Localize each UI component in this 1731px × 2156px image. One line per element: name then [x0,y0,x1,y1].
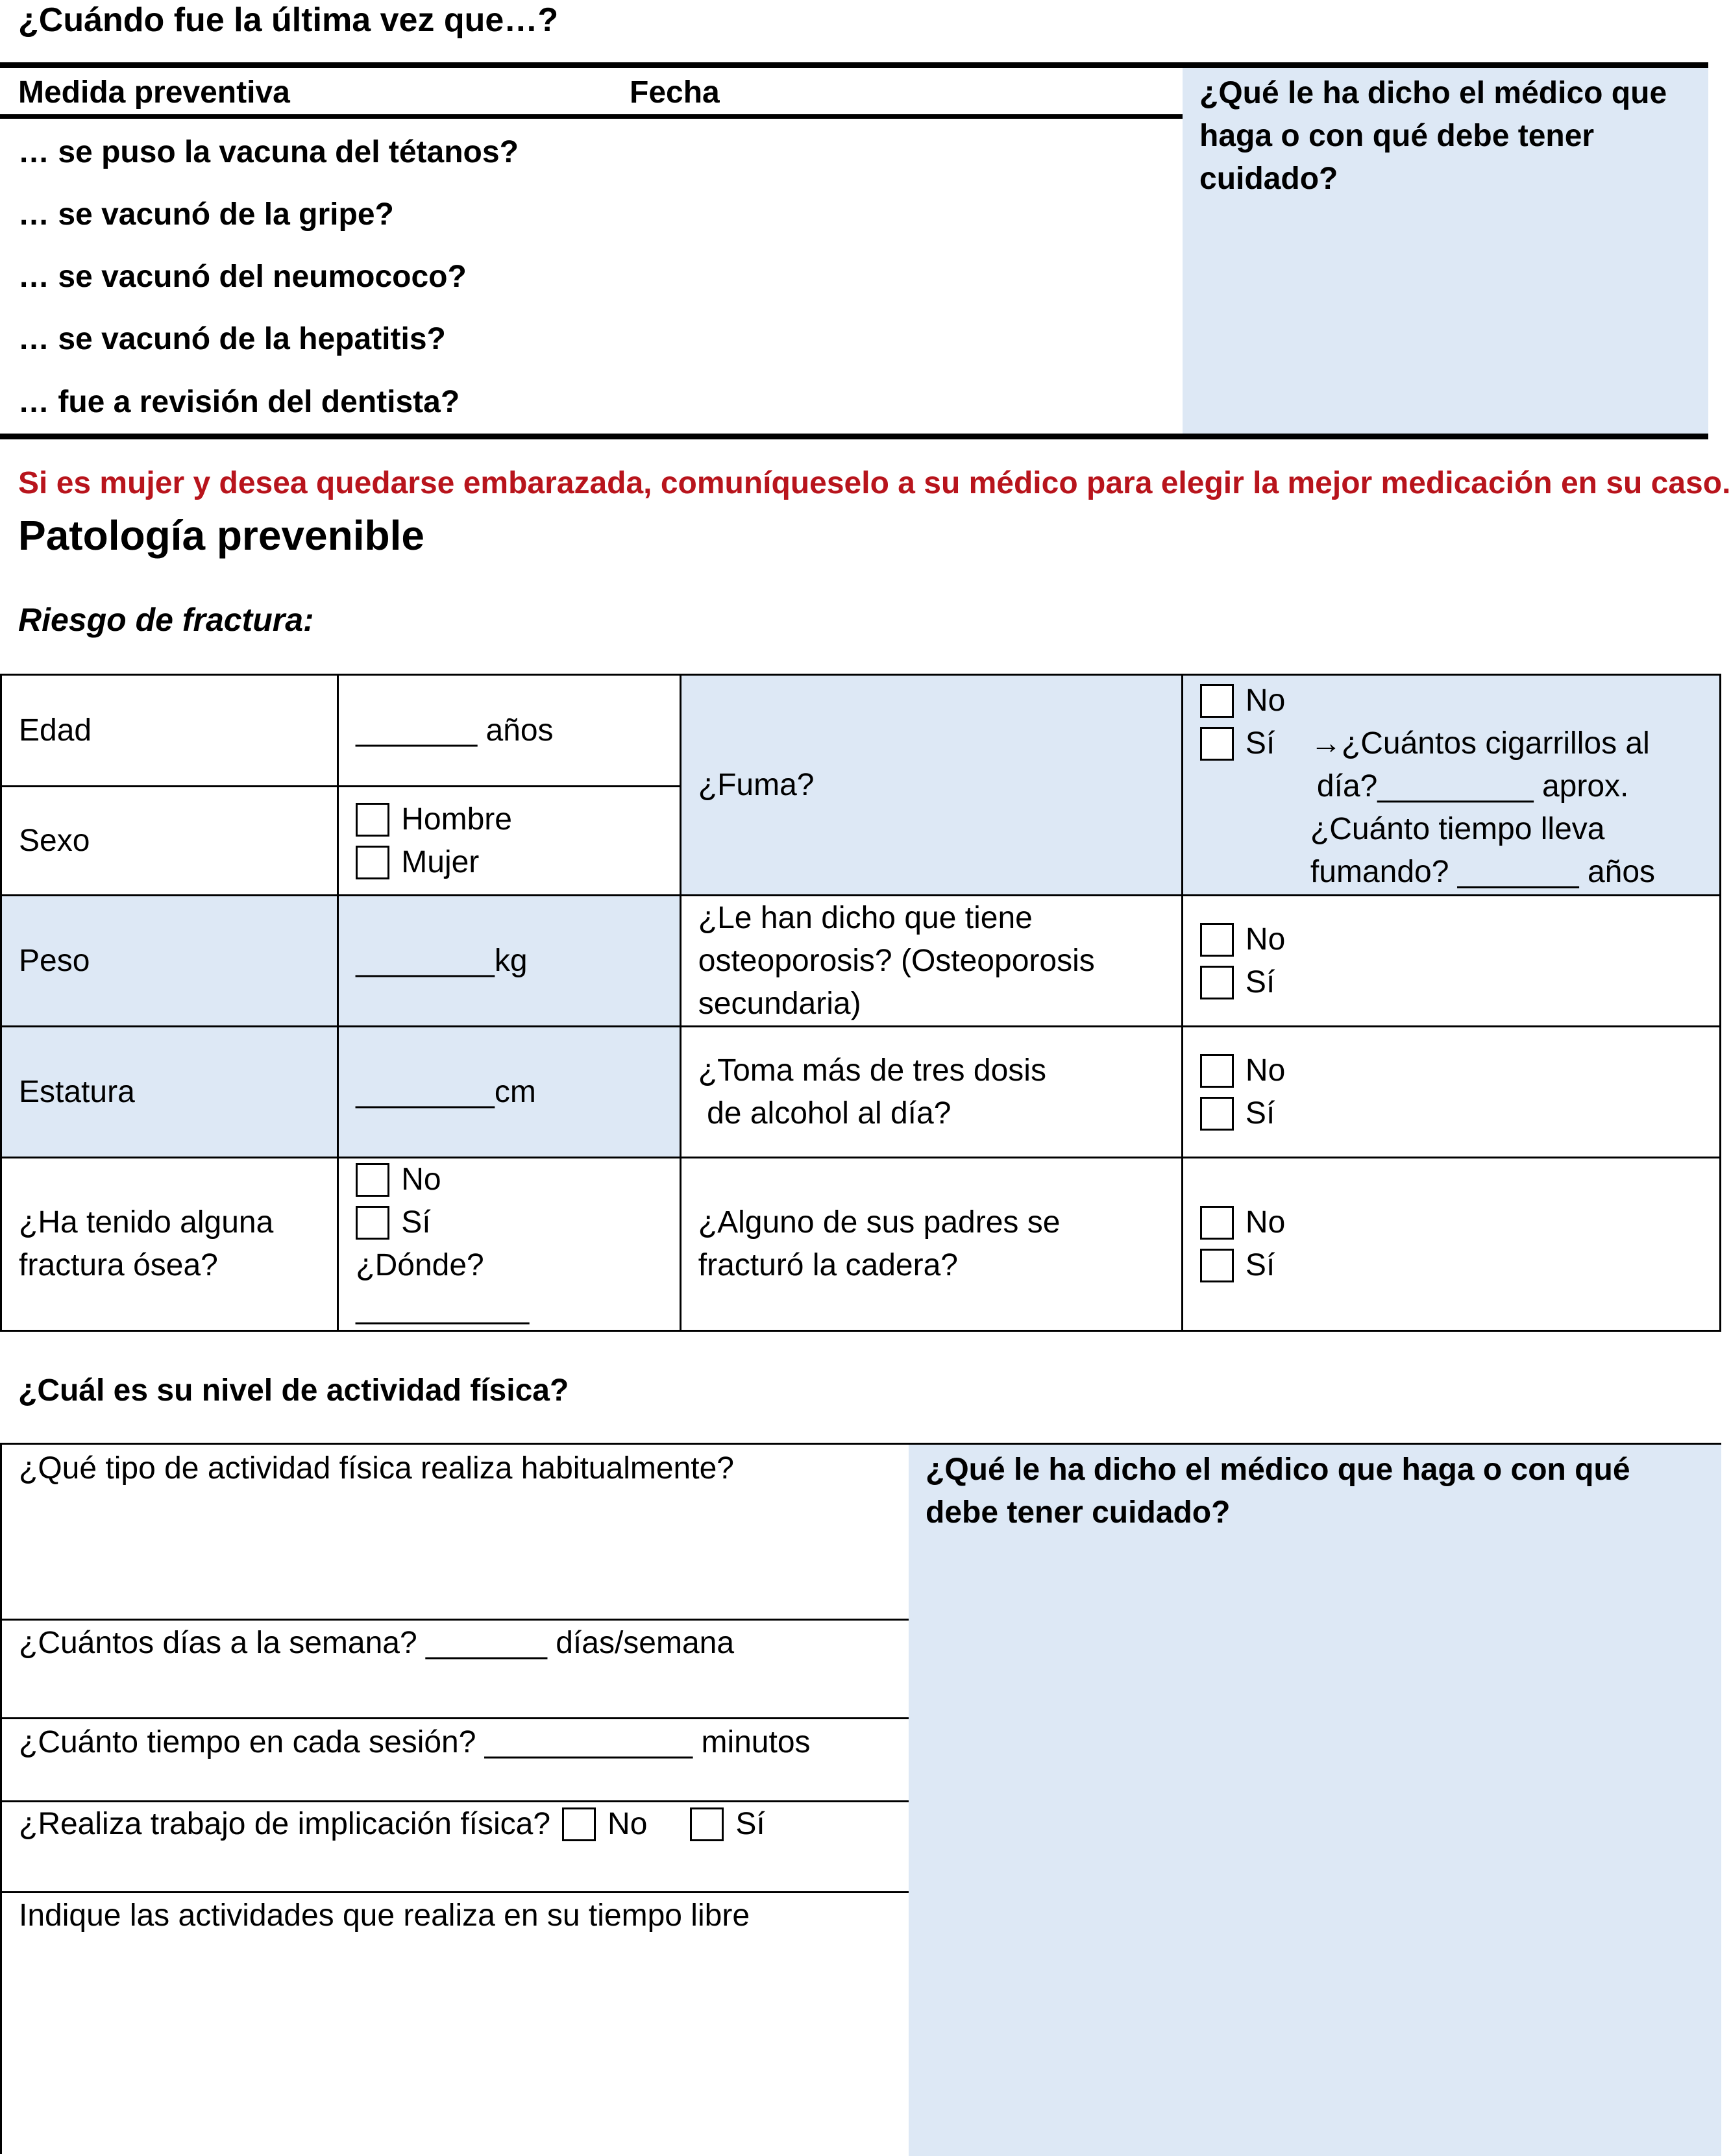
section1-title: ¿Cuándo fue la última vez que…? [18,1,559,39]
pregnancy-warning: Si es mujer y desea quedarse embarazada, comuníqueselo a su médico para elegir la mejor medicación en su caso. [18,466,1731,500]
padres-options [1182,1158,1720,1331]
days-per-week-question[interactable]: ¿Cuántos días a la semana? _______ días/semana [19,1626,735,1660]
section2-subtitle: Riesgo de fractura: [18,602,314,638]
padres-si-checkbox[interactable] [1200,1249,1234,1282]
fuma-followup-1: →¿Cuántos cigarrillos al [1310,726,1650,761]
fuma-si-option[interactable]: Sí [1200,722,1310,765]
alcohol-si-checkbox[interactable] [1200,1097,1234,1131]
fractura-options [338,1158,681,1331]
sexo-mujer-option[interactable]: Mujer [356,841,663,884]
doctor-note-text-2: ¿Qué le ha dicho el médico que haga o con qué debe tener cuidado? [926,1452,1630,1530]
sexo-hombre-option[interactable]: Hombre [356,798,663,841]
row-dentist: … fue a revisión del dentista? [18,385,460,419]
osteo-label: ¿Le han dicho que tiene osteoporosis? (Osteoporosis secundaria) [680,896,1182,1027]
padres-no-checkbox[interactable] [1200,1206,1234,1240]
physical-work-si-label: Sí [735,1807,765,1841]
doctor-note-text-1: ¿Qué le ha dicho el médico que haga o con qué debe tener cuidado? [1199,76,1667,196]
top-rule [0,62,1708,68]
fuma-options [1182,675,1720,896]
activity-type-question[interactable]: ¿Qué tipo de actividad física realiza habitualmente? [19,1451,734,1486]
peso-input[interactable]: ________kg [338,896,681,1027]
alcohol-label: ¿Toma más de tres dosis de alcohol al día? [680,1027,1182,1158]
vaccine-row-hepatitis: … se vacunó de la hepatitis? [18,322,446,356]
sexo-options [338,787,681,896]
fractura-no-checkbox[interactable] [356,1163,389,1197]
fractura-si-option[interactable]: Sí [356,1201,663,1244]
row-separator [2,1717,909,1719]
padres-label: ¿Alguno de sus padres se fracturó la cadera? [680,1158,1182,1331]
alcohol-si-option[interactable]: Sí [1200,1092,1702,1135]
fracture-risk-table [0,674,1721,1332]
sexo-label: Sexo [1,787,338,896]
fractura-donde-input[interactable]: ¿Dónde? __________ [356,1248,530,1325]
row-separator [2,1891,909,1893]
fuma-followup-3: ¿Cuánto tiempo lleva [1310,812,1605,846]
osteo-no-checkbox[interactable] [1200,923,1234,957]
bottom-rule [0,434,1708,439]
fractura-no-option[interactable]: No [356,1158,663,1201]
fuma-followup-4: fumando? _______ años [1310,855,1656,889]
estatura-label: Estatura [1,1027,338,1158]
physical-work-question: ¿Realiza trabajo de implicación física? No Sí [19,1803,765,1846]
mujer-checkbox[interactable] [356,846,389,879]
fuma-label: ¿Fuma? [680,675,1182,896]
alcohol-no-checkbox[interactable] [1200,1054,1234,1088]
physical-work-no-checkbox[interactable] [562,1807,596,1841]
session-time-question[interactable]: ¿Cuánto tiempo en cada sesión? ____________ minutos [19,1725,811,1759]
peso-label: Peso [1,896,338,1027]
col-header-measure: Medida preventiva [18,75,290,110]
fuma-no-option[interactable]: No [1200,680,1719,722]
fuma-si-checkbox[interactable] [1200,727,1234,761]
vaccine-row-flu: … se vacunó de la gripe? [18,197,394,232]
physical-work-no-label: No [608,1807,648,1841]
vaccine-row-tetanus: … se puso la vacuna del tétanos? [18,135,519,169]
section2-title: Patología prevenible [18,512,424,559]
doctor-note-panel-1[interactable] [1183,68,1708,434]
osteo-no-option[interactable]: No [1200,918,1702,961]
fuma-no-checkbox[interactable] [1200,684,1234,718]
header-rule [0,114,1183,119]
padres-si-option[interactable]: Sí [1200,1244,1702,1287]
estatura-input[interactable]: ________cm [338,1027,681,1158]
col-header-date: Fecha [630,75,720,110]
row-separator [2,1800,909,1802]
doctor-note-panel-2[interactable] [909,1445,1721,2156]
section3-title: ¿Cuál es su nivel de actividad física? [18,1373,569,1408]
fuma-followup-2: día?_________ aprox. [1316,769,1629,803]
edad-label: Edad [1,675,338,787]
row-separator [2,1619,909,1621]
vaccine-row-pneumococcus: … se vacunó del neumococo? [18,260,467,294]
fractura-si-checkbox[interactable] [356,1206,389,1240]
osteo-si-option[interactable]: Sí [1200,961,1702,1004]
edad-input[interactable]: _______ años [338,675,681,787]
physical-work-si-checkbox[interactable] [690,1807,724,1841]
alcohol-options [1182,1027,1720,1158]
osteo-options [1182,896,1720,1027]
fractura-label: ¿Ha tenido alguna fractura ósea? [1,1158,338,1331]
alcohol-no-option[interactable]: No [1200,1049,1702,1092]
hombre-checkbox[interactable] [356,803,389,837]
activity-table [0,1443,1721,2154]
free-time-activities-question[interactable]: Indique las actividades que realiza en su tiempo libre [19,1898,750,1933]
padres-no-option[interactable]: No [1200,1201,1702,1244]
osteo-si-checkbox[interactable] [1200,966,1234,999]
